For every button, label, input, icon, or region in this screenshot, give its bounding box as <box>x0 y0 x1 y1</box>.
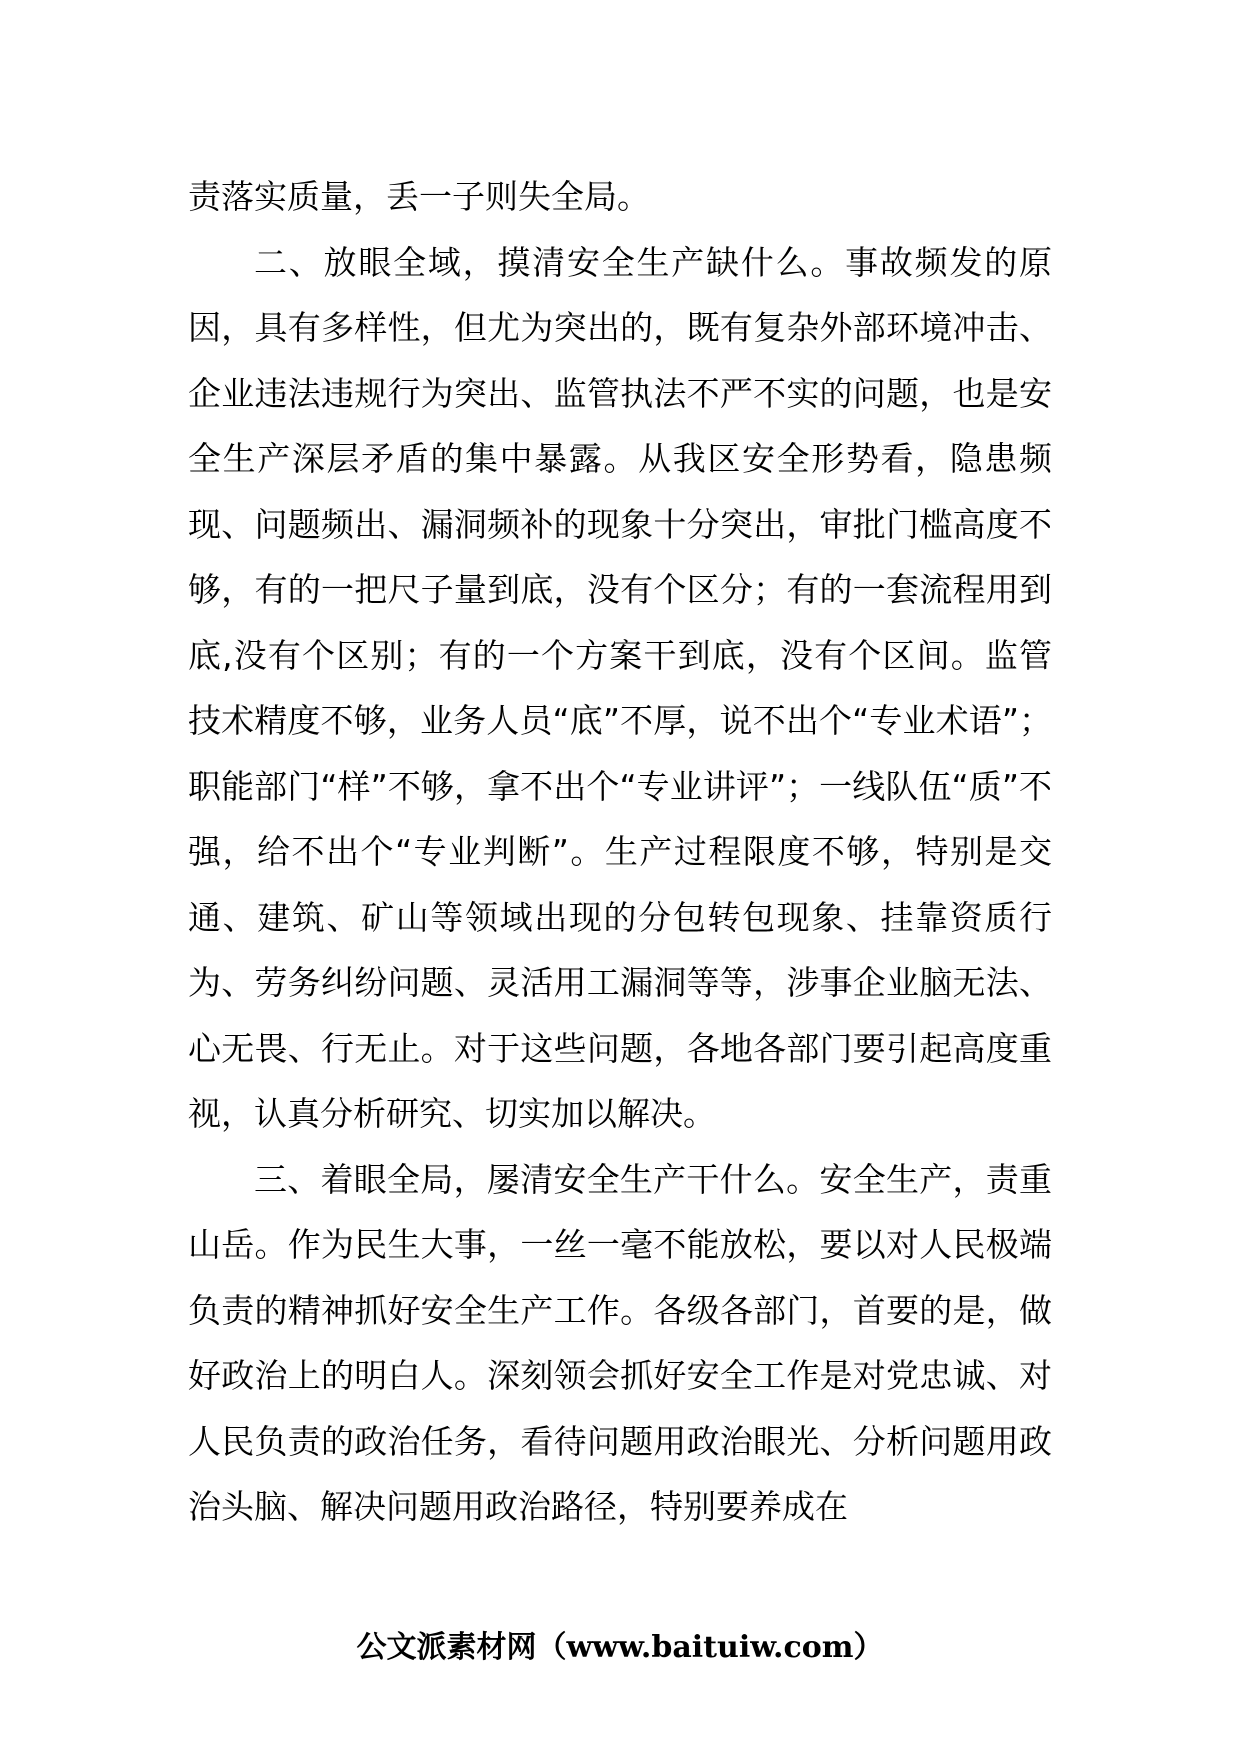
paragraph-2: 二、放眼全域，摸清安全生产缺什么。事故频发的原因，具有多样性，但尤为突出的，既有复杂外部环境冲击、企业违法违规行为突出、监管执法不严不实的问题，也是安全生产深层矛盾的集中暴露。从我区安全形势看，隐患频现、问题频出、漏洞频补的现象十分突出，审批门槛高度不够，有的一把尺子量到底，没有个区分；有的一套流程用到底,没有个区别；有的一个方案干到底，没有个区间。监管技术精度不够，业务人员“底”不厚，说不出个“专业术语”；职能部门“样”不够，拿不出个“专业讲评”；一线队伍“质”不强，给不出个“专业判断”。生产过程限度不够，特别是交通、建筑、矿山等领域出现的分包转包现象、挂靠资质行为、劳务纠纷问题、灵活用工漏洞等等，涉事企业脑无法、心无畏、行无止。对于这些问题，各地各部门要引起高度重视，认真分析研究、切实加以解决。 <box>188 242 1052 1133</box>
document-body <box>188 164 1052 1540</box>
footer-source-line: 公文派素材网（www.baituiw.com） <box>356 1630 884 1665</box>
paragraph-1: 责落实质量，丢一子则失全局。 <box>188 177 650 216</box>
paragraph-3: 三、着眼全局，屡清安全生产干什么。安全生产，责重山岳。作为民生大事，一丝一毫不能放松，要以对人民极端负责的精神抓好安全生产工作。各级各部门，首要的是，做好政治上的明白人。深刻领会抓好安全工作是对党忠诚、对人民负责的政治任务，看待问题用政治眼光、分析问题用政治头脑、解决问题用政治路径，特别要养成在 <box>188 1159 1052 1526</box>
